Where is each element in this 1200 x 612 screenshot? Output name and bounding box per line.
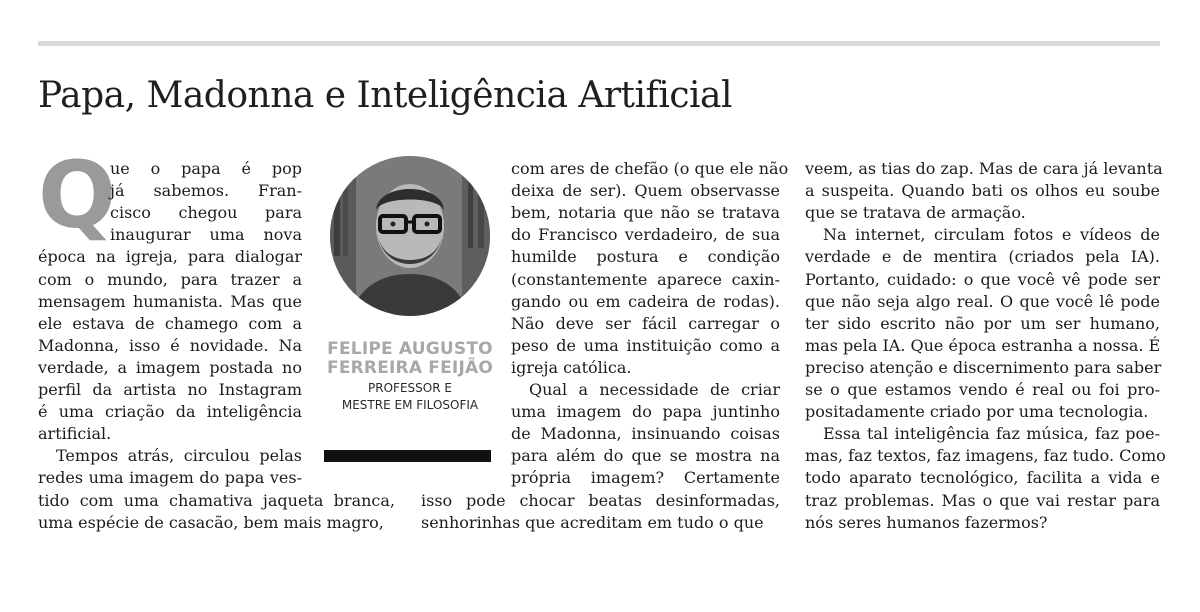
- text-line: a suspeita. Quando bati os olhos eu soube: [805, 181, 1160, 200]
- text-line: Qual a necessidade de criar: [529, 380, 780, 399]
- author-name-line-1: FELIPE AUGUSTO: [327, 339, 493, 359]
- text-line: Tempos atrás, circulou pelas: [56, 446, 302, 465]
- author-photo: [330, 156, 490, 316]
- text-line: ue o papa é pop: [110, 159, 302, 178]
- text-line: Na internet, circulam fotos e vídeos de: [823, 225, 1160, 244]
- text-line: tido com uma chamativa jaqueta branca,: [38, 491, 395, 510]
- author-role-line-1: PROFESSOR E: [368, 381, 452, 395]
- author-box-bar: [324, 450, 491, 462]
- text-line: traz problemas. Mas o que vai restar para: [805, 491, 1160, 510]
- text-line: verdade, a imagem postada no: [38, 358, 302, 377]
- text-line: veem, as tias do zap. Mas de cara já levanta: [805, 159, 1163, 178]
- text-line: Madonna, isso é novidade. Na: [38, 336, 302, 355]
- text-line: preciso atenção e discernimento para saber: [805, 358, 1162, 377]
- author-name-line-2: FERREIRA FEIJÃO: [327, 358, 493, 378]
- text-line: verdade e de mentira (criados pela IA).: [805, 247, 1160, 266]
- text-line: positadamente criado por uma tecnologia.: [805, 402, 1149, 421]
- text-line: ele estava de chamego com a: [38, 314, 302, 333]
- text-line: época na igreja, para dialogar: [38, 247, 302, 266]
- text-line: de Madonna, insinuando coisas: [511, 424, 780, 443]
- text-line: mas, faz textos, faz imagens, faz tudo. Como: [805, 446, 1166, 465]
- text-line: do Francisco verdadeiro, de sua: [511, 225, 780, 244]
- text-line: nós seres humanos fazermos?: [805, 513, 1048, 532]
- text-line: artificial.: [38, 424, 112, 443]
- text-line: deixa de ser). Quem observasse: [511, 181, 780, 200]
- text-line: todo aparato tecnológico, facilita a vida e: [805, 468, 1160, 487]
- author-role-line-2: MESTRE EM FILOSOFIA: [341, 398, 479, 412]
- text-line: redes uma imagem do papa ves-: [38, 468, 302, 487]
- text-line: já sabemos. Fran-: [110, 181, 302, 200]
- text-line: cisco chegou para: [110, 203, 302, 222]
- article-headline: Papa, Madonna e Inteligência Artificial: [38, 75, 733, 116]
- text-line: peso de uma instituição como a: [511, 336, 780, 355]
- text-line: bem, notaria que não se tratava: [511, 203, 780, 222]
- text-line: senhorinhas que acreditam em tudo o que: [421, 513, 764, 532]
- text-line: Essa tal inteligência faz música, faz poe-: [823, 424, 1160, 443]
- text-line: Portanto, cuidado: o que você vê pode ser: [805, 270, 1160, 289]
- text-line: que se tratava de armação.: [805, 203, 1026, 222]
- text-line: com o mundo, para trazer a: [38, 270, 302, 289]
- text-line: igreja católica.: [511, 358, 632, 377]
- text-line: com ares de chefão (o que ele não: [511, 159, 789, 178]
- text-line: própria imagem? Certamente: [511, 468, 780, 487]
- text-line: uma imagem do papa juntinho: [511, 402, 780, 421]
- text-line: ter sido escrito não por um ser humano,: [805, 314, 1160, 333]
- text-line: se o que estamos vendo é real ou foi pro-: [805, 380, 1160, 399]
- text-line: para além do que se mostra na: [511, 446, 780, 465]
- text-line: inaugurar uma nova: [110, 225, 302, 244]
- text-line: isso pode chocar beatas desinformadas,: [421, 491, 780, 510]
- text-line: mensagem humanista. Mas que: [38, 292, 302, 311]
- text-line: perfil da artista no Instagram: [38, 380, 302, 399]
- drop-cap: Q: [38, 142, 117, 249]
- text-line: (constantemente aparece caxin-: [511, 270, 780, 289]
- top-divider: [38, 41, 1160, 46]
- text-line: mas pela IA. Que época estranha a nossa. É: [805, 336, 1161, 355]
- text-line: gando ou em cadeira de rodas).: [511, 292, 780, 311]
- text-line: é uma criação da inteligência: [38, 402, 302, 421]
- text-line: Não deve ser fácil carregar o: [511, 314, 780, 333]
- text-line: uma espécie de casacão, bem mais magro,: [38, 513, 384, 532]
- author-portrait-image: [330, 156, 490, 316]
- text-line: que não seja algo real. O que você lê pode: [805, 292, 1160, 311]
- text-line: humilde postura e condição: [511, 247, 780, 266]
